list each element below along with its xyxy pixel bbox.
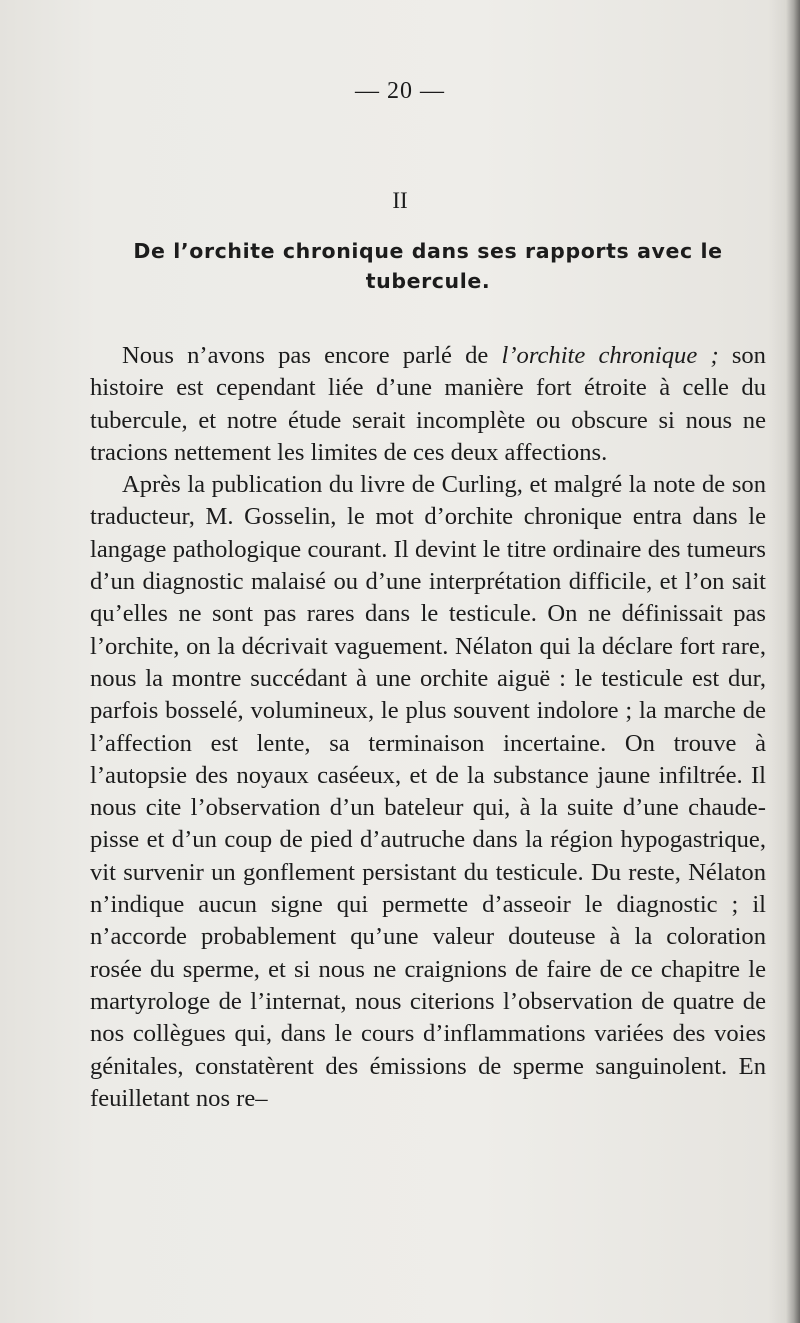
section-title: De l’orchite chronique dans ses rapports avec le tubercule. <box>133 239 723 293</box>
page-number: — 20 — <box>355 78 445 104</box>
paragraph-1-intro: Nous n’avons pas encore parlé de <box>122 342 502 369</box>
paragraph-2: Après la publication du livre de Curling, et malgré la note de son traducteur, M. Gosselin, le mot d’orchite chronique entra dans le langage pathologique courant. Il devint le titre ordinaire des tumeurs d’un diagnostic malaisé ou d’une interprétation difficile, et l’on sait qu’elles ne sont pas rares dans le testicule. On ne définissait pas l’orchite, on la décrivait vaguement. Nélaton qui la déclare fort rare, nous la montre succédant à une orchite aiguë : le testicule est dur, parfois bosselé, volumineux, le plus souvent indolore ; la marche de l’affection est lente, sa terminaison incertaine. On trouve à l’autopsie des noyaux caséeux, et de la substance jaune infiltrée. Il nous cite l’observation d’un bateleur qui, à la suite d’une chaude-pisse et d’un coup de pied d’autruche dans la région hypogastrique, vit survenir un gonflement persistant du testicule. Du reste, Nélaton n’indique aucun signe qui permette d’asseoir le diagnostic ; il n’accorde probablement qu’une valeur douteuse à la coloration rosée du sperme, et si nous ne craignions de faire de ce chapitre le martyrologe de l’internat, nous citerions l’observation de quatre de nos collègues qui, dans le cours d’inflammations variées des voies génitales, constatèrent des émissions de sperme sanguinolent. En feuilletant nos re– <box>90 471 766 1112</box>
paragraph-1-rest: son histoire est cependant liée d’une manière fort étroite à celle du tubercule, et notre étude serait incomplète ou obscure si nous ne tracions nettement les limites de ces deux affections. <box>90 342 766 466</box>
paragraph-1 <box>90 340 766 469</box>
paragraph-1-italic: l’orchite chronique ; <box>501 342 719 369</box>
body-text <box>90 340 766 1115</box>
section-number: II <box>392 188 408 213</box>
